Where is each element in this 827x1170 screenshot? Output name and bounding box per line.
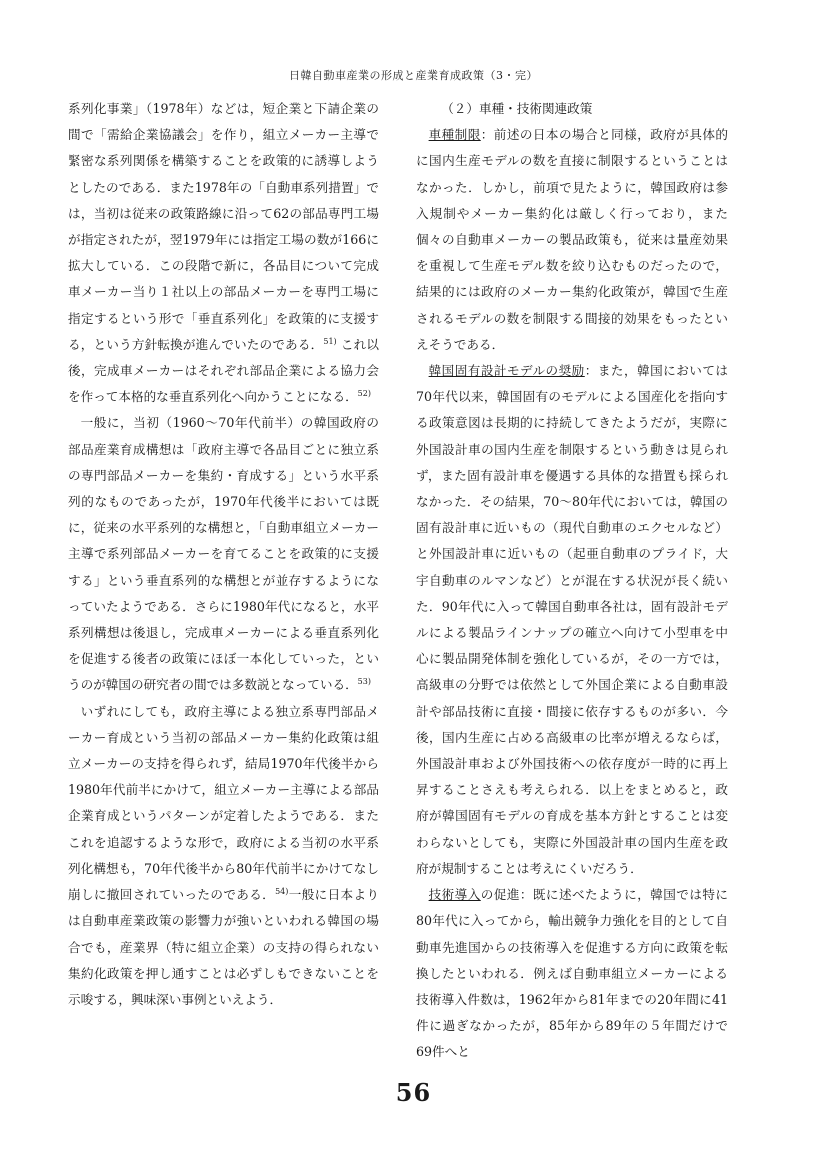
- paragraph: [68, 699, 379, 1013]
- lead-term: 車種制限: [428, 127, 481, 143]
- footnote-ref: 51): [323, 336, 337, 346]
- right-column: [416, 96, 728, 1066]
- page-number: 56: [395, 1078, 432, 1107]
- paragraph: [416, 122, 728, 358]
- paragraph-text: 一般に，当初（1960〜70年代前半）の韓国政府の部品産業育成構想は「政府主導で各品目ごとに独立系の専門部品メーカーを集約・育成する」という水平系列的なものであったが，1970年代後半においては既に，従来の水平系列的な構想と，「自動車組立メーカー主導で系列部品メーカーを育てることを政策的に支援する」という垂直系列的な構想とが並存するようになっていたようである．さらに1980年代になると，水平系列構想は後退し，完成車メーカーによる垂直系列化を促進する後者の政策にほぼ一本化していった，というのが韓国の研究者の間では多数説となっている．: [68, 415, 379, 693]
- left-column: [68, 96, 379, 1013]
- lead-term: 技術導入: [428, 887, 481, 903]
- paragraph: [68, 410, 379, 698]
- paragraph-text: 系列化事業」（1978年）などは，短企業と下請企業の間で「需給企業協議会」を作り，組立メーカー主導で緊密な系列関係を構築することを政策的に誘導しようとしたのである．また1978年の「自動車系列措置」では，当初は従来の政策路線に沿って62の部品専門工場が指定されたが，翌1979年には指定工場の数が166に拡大している．この段階で新に，各品目について完成車メーカー当り１社以上の部品メーカーを専門工場に指定するという形で「垂直系列化」を政策的に支援する，という方針転換が進んでいたのである．: [68, 101, 379, 352]
- paragraph-text: 一般に日本よりは自動車産業政策の影響力が強いといわれる韓国の場合でも，産業界（特に組立企業）の支持の得られない集約化政策を押し通すことは必ずしもできないことを示唆する，興味深い事例といえよう．: [68, 887, 380, 1007]
- footnote-ref: 52): [357, 389, 371, 399]
- paragraph-text: これ以後，完成車メーカーはそれぞれ部品企業による協力会を作って本格的な垂直系列化へ向かうことになる．: [68, 336, 380, 405]
- paragraph-text: ：また，韓国においては70年代以来，韓国固有のモデルによる国産化を指向する政策意図は長期的に持続してきたようだが，実際に外国設計車の国内生産を制限するという動きは見られず，また固有設計車を優遇する具体的な措置も採られなかった．その結果，70〜80年代においては，韓国の固有設計車に近いもの（現代自動車のエクセルなど）と外国設計車に近いもの（起亜自動車のプライド，大宇自動車のルマンなど）とが混在する状況が長く続いた．90年代に入って韓国自動車各社は，固有設計モデルによる製品ラインナップの確立へ向けて小型車を中心に製品開発体制を強化しているが，その一方では，高級車の分野では依然として外国企業による自動車設計や部品技術に直接・間接に依存するものが多い．今後，国内生産に占める高級車の比率が増えるならば，外国設計車および外国技術への依存度が一時的に再上昇することさえも考えられる．以上をまとめると，政府が韓国固有モデルの育成を基本方針とすることは変わらないとしても，実際に外国設計車の国内生産を政府が規制することは考えにくいだろう．: [416, 363, 728, 876]
- paragraph: [68, 96, 379, 410]
- paragraph: [416, 882, 728, 1065]
- paragraph-text: ：前述の日本の場合と同様，政府が具体的に国内生産モデルの数を直接に制限するということはなかった．しかし，前項で見たように，韓国政府は参入規制やメーカー集約化は厳しく行っており，また個々の自動車メーカーの製品政策も，従来は量産効果を重視して生産モデル数を絞り込むものだったので，結果的には政府のメーカー集約化政策が，韓国で生産されるモデルの数を制限する間接的効果をもったといえそうである．: [416, 127, 729, 352]
- running-header: 日韓自動車産業の形成と産業育成政策（3・完）: [289, 69, 538, 82]
- paragraph-text: の促進：既に述べたように，韓国では特に80年代に入ってから，輸出競争力強化を目的として自動車先進国からの技術導入を促進する方向に政策を転換したといわれる．例えば自動車組立メーカーによる技術導入件数は，1962年から81年までの20年間に41件に過ぎなかったが，85年から89年の５年間だけで69件へと: [416, 887, 729, 1060]
- section-heading: （２）車種・技術関連政策: [441, 101, 593, 116]
- footnote-ref: 54): [275, 886, 289, 896]
- paragraph-text: いずれにしても，政府主導による独立系専門部品メーカー育成という当初の部品メーカー集約化政策は組立メーカーの支持を得られず，結局1970年代後半から1980年代前半にかけて，組立メーカー主導による部品企業育成というパターンが定着したようである．またこれを追認するような形で，政府による当初の水平系列化構想も，70年代後半から80年代前半にかけてなし崩しに撤回されていったのである．: [68, 703, 379, 903]
- footnote-ref: 53): [357, 677, 371, 687]
- lead-term: 韓国固有設計モデルの奨励: [428, 363, 585, 379]
- paragraph: [416, 358, 728, 882]
